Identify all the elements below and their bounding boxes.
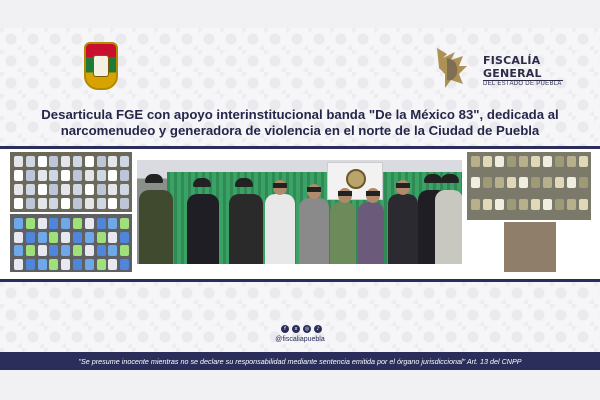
bag-shape <box>26 218 35 229</box>
bag-shape <box>108 245 117 256</box>
bag-shape <box>38 259 47 270</box>
bag-shape <box>85 198 94 209</box>
headline: Desarticula FGE con apoyo interinstitucional banda "De la México 83", dedicada al narcomenudeo y generadora de violencia en el norte de la Ciudad de Puebla <box>41 107 559 138</box>
bag-shape <box>108 259 117 270</box>
bag-shape <box>120 218 129 229</box>
bag-shape <box>108 232 117 243</box>
bag-shape <box>38 218 47 229</box>
bag-shape <box>61 156 70 167</box>
bag-shape <box>120 170 129 181</box>
bag-shape <box>507 199 516 210</box>
bag-shape <box>14 245 23 256</box>
bag-shape <box>507 177 516 188</box>
person-figure <box>299 198 329 264</box>
bag-shape <box>97 259 106 270</box>
bag-shape <box>495 156 504 167</box>
bag-shape <box>26 232 35 243</box>
bag-shape <box>26 184 35 195</box>
person-figure <box>330 202 356 264</box>
bag-shape <box>85 218 94 229</box>
bag-shape <box>49 170 58 181</box>
person-figure <box>435 190 462 264</box>
bag-shape <box>14 232 23 243</box>
bag-shape <box>85 156 94 167</box>
social-icons <box>281 325 322 333</box>
bag-shape <box>483 156 492 167</box>
bag-shape <box>97 198 106 209</box>
bag-shape <box>519 177 528 188</box>
bag-shape <box>38 198 47 209</box>
bag-shape <box>108 218 117 229</box>
bag-shape <box>26 198 35 209</box>
bag-shape <box>14 259 23 270</box>
bag-shape <box>38 184 47 195</box>
bag-shape <box>26 259 35 270</box>
bag-shape <box>471 177 480 188</box>
bag-shape <box>14 156 23 167</box>
bag-shape <box>61 245 70 256</box>
bag-shape <box>555 177 564 188</box>
person-figure <box>139 190 173 264</box>
person-figure <box>388 194 418 264</box>
bag-shape <box>519 156 528 167</box>
bag-shape <box>120 156 129 167</box>
bag-shape <box>579 199 588 210</box>
seized-items-photo-2 <box>504 222 556 272</box>
bag-shape <box>120 232 129 243</box>
band-divider-top <box>0 146 600 149</box>
bag-shape <box>61 232 70 243</box>
bag-shape <box>49 198 58 209</box>
bag-shape <box>543 177 552 188</box>
bag-shape <box>61 198 70 209</box>
bag-shape <box>97 245 106 256</box>
logo-line-2: GENERAL <box>483 67 542 80</box>
bag-shape <box>14 170 23 181</box>
logo-line-3: DEL ESTADO DE PUEBLA <box>483 81 562 87</box>
bag-shape <box>108 198 117 209</box>
bag-shape <box>38 232 47 243</box>
bag-shape <box>14 198 23 209</box>
seized-drugs-photo-1 <box>10 152 132 212</box>
disclaimer-text: "Se presume inocente mientras no se declare su responsabilidad mediante sentencia emitida por el órgano jurisdiccional" Art. 13 del CNPP <box>78 356 522 366</box>
bag-shape <box>567 156 576 167</box>
tiktok-icon[interactable]: ♪ <box>314 325 322 333</box>
bottom-strip <box>0 370 600 400</box>
bag-shape <box>471 199 480 210</box>
bag-shape <box>73 232 82 243</box>
bag-shape <box>567 177 576 188</box>
person-figure <box>358 202 384 264</box>
bag-shape <box>543 156 552 167</box>
bag-shape <box>49 232 58 243</box>
bag-shape <box>26 245 35 256</box>
bag-shape <box>73 245 82 256</box>
bag-shape <box>61 184 70 195</box>
bag-shape <box>120 245 129 256</box>
seized-items-photo-1 <box>467 152 591 220</box>
fiscalia-logo <box>433 44 563 94</box>
bag-shape <box>507 156 516 167</box>
bag-shape <box>108 184 117 195</box>
bag-shape <box>73 259 82 270</box>
bag-shape <box>97 232 106 243</box>
detainees-group-photo <box>137 160 462 264</box>
bag-shape <box>120 198 129 209</box>
bag-shape <box>483 177 492 188</box>
bag-shape <box>519 199 528 210</box>
bag-shape <box>85 245 94 256</box>
bag-shape <box>49 156 58 167</box>
top-pattern-strip <box>0 0 600 28</box>
bag-shape <box>61 259 70 270</box>
person-figure <box>265 194 295 264</box>
bag-shape <box>73 184 82 195</box>
bag-shape <box>49 184 58 195</box>
bag-shape <box>26 156 35 167</box>
x-icon[interactable]: x <box>292 325 300 333</box>
bag-shape <box>567 199 576 210</box>
bag-shape <box>531 156 540 167</box>
bag-shape <box>531 177 540 188</box>
bag-shape <box>555 156 564 167</box>
bag-shape <box>49 218 58 229</box>
bag-shape <box>73 156 82 167</box>
bag-shape <box>97 170 106 181</box>
person-figure <box>187 194 219 264</box>
bag-shape <box>120 184 129 195</box>
seized-drugs-photo-2 <box>10 214 132 272</box>
bag-shape <box>73 198 82 209</box>
bag-shape <box>531 199 540 210</box>
disclaimer-bar <box>0 352 600 370</box>
bag-shape <box>495 177 504 188</box>
bag-shape <box>555 199 564 210</box>
bag-shape <box>579 156 588 167</box>
bag-shape <box>73 170 82 181</box>
bag-shape <box>49 259 58 270</box>
bag-shape <box>97 184 106 195</box>
bag-shape <box>495 199 504 210</box>
bag-shape <box>85 170 94 181</box>
bag-shape <box>85 259 94 270</box>
bag-shape <box>108 156 117 167</box>
fiscalia-emblem-icon <box>433 44 471 90</box>
bag-shape <box>38 245 47 256</box>
bag-shape <box>14 218 23 229</box>
bag-shape <box>97 218 106 229</box>
bag-shape <box>85 232 94 243</box>
logo-line-1: FISCALÍA <box>483 54 541 67</box>
state-seal-logo <box>84 42 118 90</box>
bag-shape <box>61 170 70 181</box>
bag-shape <box>26 170 35 181</box>
bag-shape <box>38 170 47 181</box>
bag-shape <box>61 218 70 229</box>
bag-shape <box>97 156 106 167</box>
bag-shape <box>14 184 23 195</box>
bag-shape <box>108 170 117 181</box>
bag-shape <box>120 259 129 270</box>
bag-shape <box>49 245 58 256</box>
bag-shape <box>483 199 492 210</box>
social-handle[interactable]: @fiscaliapuebla <box>275 336 325 343</box>
bag-shape <box>38 156 47 167</box>
bag-shape <box>579 177 588 188</box>
instagram-icon[interactable]: ◎ <box>304 326 310 332</box>
person-figure <box>229 194 263 264</box>
bag-shape <box>543 199 552 210</box>
bag-shape <box>73 218 82 229</box>
facebook-icon[interactable]: f <box>281 325 289 333</box>
bag-shape <box>471 156 480 167</box>
bag-shape <box>85 184 94 195</box>
